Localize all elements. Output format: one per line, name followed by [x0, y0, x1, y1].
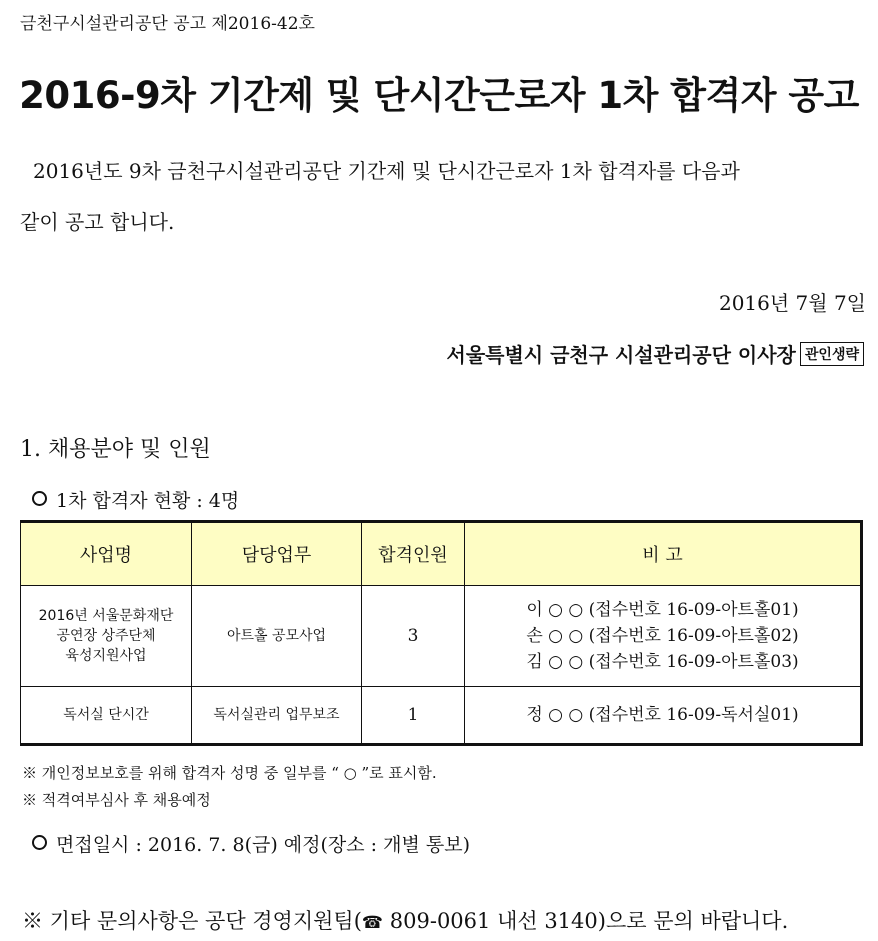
- issuer-block: [447, 339, 864, 368]
- count-cell: 3: [362, 586, 465, 687]
- column-header: 담당업무: [192, 522, 362, 586]
- seal-omitted-stamp: 관인생략: [800, 342, 864, 366]
- interview-text: 면접일시 : 2016. 7. 8(금) 예정(장소 : 개별 통보): [56, 834, 470, 856]
- issuer-name: 서울특별시 금천구 시설관리공단 이사장: [446, 343, 796, 367]
- project-line: 공연장 상주단체: [56, 628, 156, 644]
- circle-bullet-icon: [32, 491, 47, 506]
- project-line: 독서실 단시간: [63, 707, 149, 723]
- column-header: 비 고: [465, 522, 862, 586]
- duty-cell: 아트홀 공모사업: [192, 586, 362, 687]
- notice-date: 2016년 7월 7일: [718, 291, 866, 315]
- intro-text-line-1: 2016년도 9차 금천구시설관리공단 기간제 및 단시간근로자 1차 합격자를 다음과: [33, 159, 740, 183]
- contact-info: [22, 905, 788, 935]
- duty-cell: 독서실관리 업무보조: [192, 687, 362, 745]
- notice-number: 금천구시설관리공단 공고 제2016-42호: [20, 14, 315, 34]
- section-heading: 1. 채용분야 및 인원: [20, 437, 211, 462]
- column-header: 합격인원: [362, 522, 465, 586]
- circle-bullet-icon: [32, 835, 47, 850]
- project-line: 2016년 서울문화재단: [38, 608, 174, 624]
- telephone-icon: ☎: [361, 913, 384, 933]
- column-header: 사업명: [21, 522, 192, 586]
- table-row: [21, 586, 862, 687]
- count-cell: 1: [362, 687, 465, 745]
- remarks-cell: [465, 687, 862, 745]
- remarks-cell: [465, 586, 862, 687]
- table-row: [21, 687, 862, 745]
- contact-prefix: ※ 기타 문의사항은 공단 경영지원팀(: [22, 909, 362, 933]
- project-line: 육성지원사업: [65, 648, 147, 664]
- table-header-row: [21, 522, 862, 586]
- interview-schedule: [32, 830, 470, 857]
- subheading: [32, 486, 239, 513]
- note-screening: ※ 적격여부심사 후 채용예정: [22, 791, 211, 809]
- page-title: 2016-9차 기간제 및 단시간근로자 1차 합격자 공고: [19, 74, 859, 117]
- hire-results-table: [20, 520, 863, 746]
- note-privacy: ※ 개인정보보호를 위해 합격자 성명 중 일부를 “ ○ ”로 표시함.: [22, 764, 437, 782]
- intro-text-line-2: 같이 공고 합니다.: [20, 210, 175, 234]
- project-cell: [21, 687, 192, 745]
- contact-suffix: 809-0061 내선 3140)으로 문의 바랍니다.: [383, 909, 789, 933]
- remark-line: 정 ○ ○ (접수번호 16-09-독서실01): [526, 705, 799, 725]
- remark-line: 김 ○ ○ (접수번호 16-09-아트홀03): [526, 652, 799, 672]
- remark-line: 손 ○ ○ (접수번호 16-09-아트홀02): [526, 626, 799, 646]
- subheading-text: 1차 합격자 현황 : 4명: [56, 490, 240, 512]
- project-cell: [21, 586, 192, 687]
- remark-line: 이 ○ ○ (접수번호 16-09-아트홀01): [526, 600, 799, 620]
